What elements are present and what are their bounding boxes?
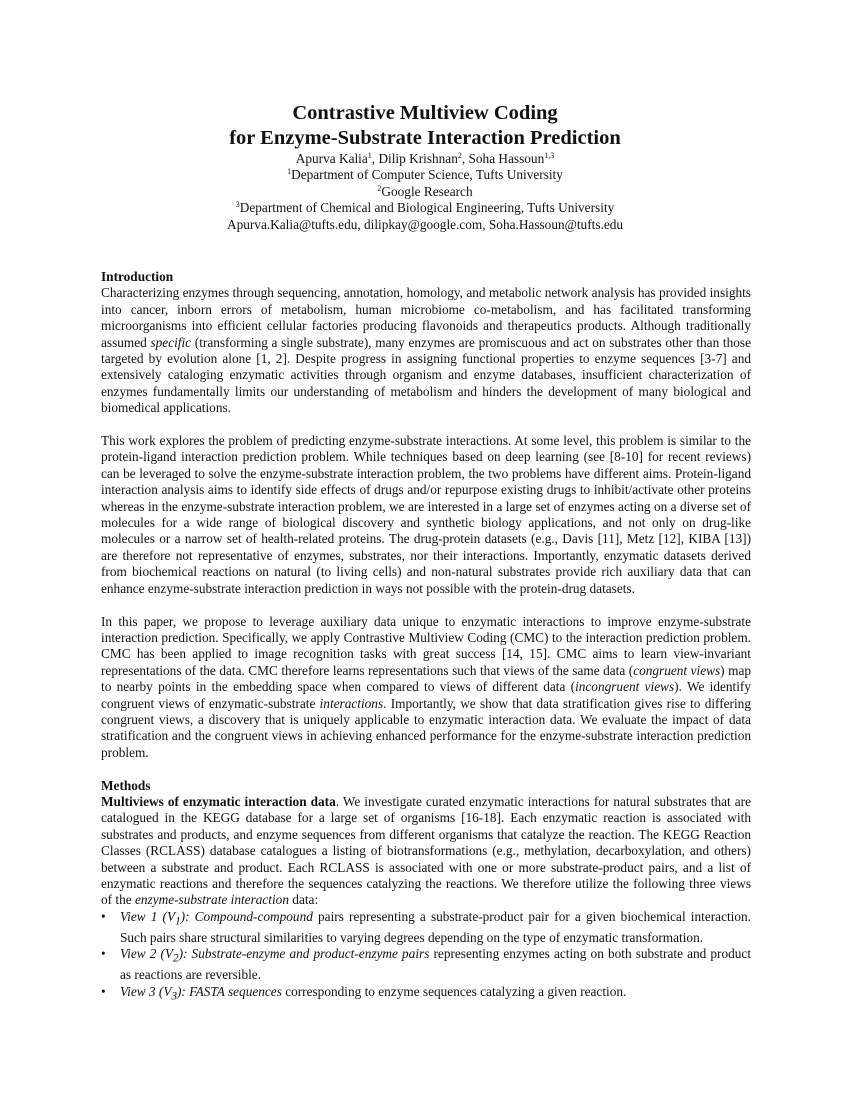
paper-title — [0, 101, 850, 151]
affiliation-text: Department of Chemical and Biological Engineering, Tufts University — [239, 200, 615, 216]
emphasis-text: specific — [150, 334, 192, 350]
text-run: pairs representing a substrate-product pair for a given biochemical interaction. Such pairs share structural similarities to varying degrees depending on the type of enzymatic transformation. — [120, 908, 751, 945]
introduction-paragraph-1 — [101, 285, 751, 416]
list-item — [101, 909, 751, 946]
title-line-1: Contrastive Multiview Coding — [292, 102, 558, 124]
list-item — [101, 946, 751, 983]
view-label: View 3 $(V_3)$: FASTA sequences — [120, 983, 282, 1003]
affiliation-number: 2 — [377, 183, 382, 193]
author-affiliation-mark: 2 — [457, 151, 462, 160]
list-item — [101, 984, 751, 1005]
text-run: . Importantly, we show that data stratification gives rise to differing congruent views, a discovery that is uniquely applicable to enzymatic interaction data. We evaluate the impact of data stratification and the congruent views in achieving enhanced performance for the enzyme-substrate interaction prediction problem. — [101, 695, 751, 760]
text-run: data: — [288, 892, 319, 908]
introduction-paragraph-3 — [101, 614, 751, 762]
author-name: Apurva Kalia — [295, 151, 368, 166]
view-label: View 2 $(V_2)$: Substrate-enzyme and product-enzyme pairs — [120, 946, 430, 965]
text-run: ). We identify congruent views of enzymatic-substrate — [101, 679, 751, 711]
author-emails: Apurva.Kalia@tufts.edu, dilipkay@google.com, Soha.Hassoun@tufts.edu — [226, 216, 624, 232]
text-run: corresponding to enzyme sequences catalyzing a given reaction. — [281, 983, 627, 999]
affiliation — [0, 184, 850, 200]
view-label: View 1 $(V_1)$: Compound-compound — [120, 908, 313, 928]
emphasis-text: incongruent views — [575, 679, 675, 695]
emphasis-text: enzyme-substrate interaction — [134, 892, 289, 908]
author-affiliation-mark: 1,3 — [544, 151, 555, 160]
text-run: (transforming a single substrate), many enzymes are promiscuous and act on substrates other than those targeted by evolution alone [1, 2]. Despite progress in assigning functional properties to enzyme sequences [3-7] and extensively cataloging enzymatic activities through organism and enzyme databases, insufficient characterization of enzymes fundamentally limits our understanding of metabolism and hinders the development of many biological and biomedical applications. — [101, 334, 751, 416]
introduction-paragraph-2: This work explores the problem of predicting enzyme-substrate interactions. At some level, this problem is similar to the protein-ligand interaction prediction problem. While techniques based on deep learning (see [8-10] for recent reviews) can be leveraged to solve the enzyme-substrate interaction problem, the two problems have different aims. Protein-ligand interaction analysis aims to identify side effects of drugs and/or repurpose existing drugs to inhibit/activate other proteins whereas in the enzyme-substrate interaction problem, we are interested in a large set of enzymes acting on a diverse set of molecules for a wide range of biological discovery and synthetic biology applications, and not only on drug-like molecules or a narrow set of health-related proteins. The drug-protein datasets (e.g., Davis [11], Metz [12], KIBA [13]) are therefore not representative of enzymes, substrates, nor their interactions. Importantly, enzymatic datasets derived from biochemical reactions on natural (to living cells) and non-natural substrates provide rich auxiliary data that can enhance enzyme-substrate interaction prediction in ways not possible with the protein-drug datasets. — [101, 433, 751, 596]
views-list — [101, 909, 751, 1005]
text-run: ) map to nearby points in the embedding space when compared to views of different data ( — [101, 662, 751, 695]
text-run: . We investigate curated enzymatic interactions for natural substrates that are catalogued in the KEGG database for a large set of organisms [16-18]. Each enzymatic reaction is associated with substrates and products, and enzyme sequences from different organisms that catalyze the reaction. The KEGG Reaction Classes (RCLASS) database catalogues a listing of biotransformations (e.g., methylation, decarboxylation, and others) between a substrate and product. Each RCLASS is associated with one or more substrate-product pairs, and a list of enzymatic reactions and therefore the sequences catalyzing the reactions. We therefore utilize the following three views of the — [101, 793, 751, 908]
text-run: representing enzymes acting on both substrate and product as reactions are reversible. — [120, 946, 752, 983]
text-run: In this paper, we propose to leverage auxiliary data unique to enzymatic interactions to improve enzyme-substrate interaction prediction. Specifically, we apply Contrastive Multiview Coding (CMC) to the interaction prediction problem. CMC has been applied to image recognition tasks with great success [14, 15]. CMC aims to learn view-invariant representations of the data. CMC therefore learns representations such that views of the same data ( — [101, 613, 751, 678]
author-list: Apurva Kalia$^1$, Dilip Krishnan$^2$, Soha Hassoun$^{1,3}$ — [295, 151, 555, 166]
affiliation — [0, 167, 850, 183]
emphasis-text: interactions — [319, 695, 384, 711]
affiliation-text: Department of Computer Science, Tufts University — [291, 167, 563, 183]
affiliation-number: 1 — [287, 167, 292, 177]
text-run: Characterizing enzymes through sequencing, annotation, homology, and metabolic network analysis has provided insights into cancer, inborn errors of metabolism, human microbiome co-metabolism, and has facilitated transforming microorganisms into efficient cellular factories producing flavonoids and therapeutics products. Although traditionally assumed — [101, 285, 751, 350]
introduction-heading: Introduction — [101, 269, 174, 284]
methods-paragraph-1 — [101, 794, 751, 909]
title-block — [0, 101, 850, 233]
author-name: Soha Hassoun — [468, 151, 545, 166]
affiliation-text: Google Research — [381, 183, 473, 199]
affiliation — [0, 200, 850, 216]
affiliation-number: 3 — [235, 200, 240, 210]
methods-subheading: Multiviews of enzymatic interaction data — [101, 793, 336, 809]
emphasis-text: congruent views — [633, 662, 721, 678]
title-line-2: for Enzyme-Substrate Interaction Prediction — [229, 127, 621, 149]
author-name: Dilip Krishnan — [378, 151, 458, 166]
paper-body — [101, 269, 751, 1005]
author-affiliation-mark: 1 — [367, 151, 372, 160]
methods-heading: Methods — [101, 777, 151, 793]
